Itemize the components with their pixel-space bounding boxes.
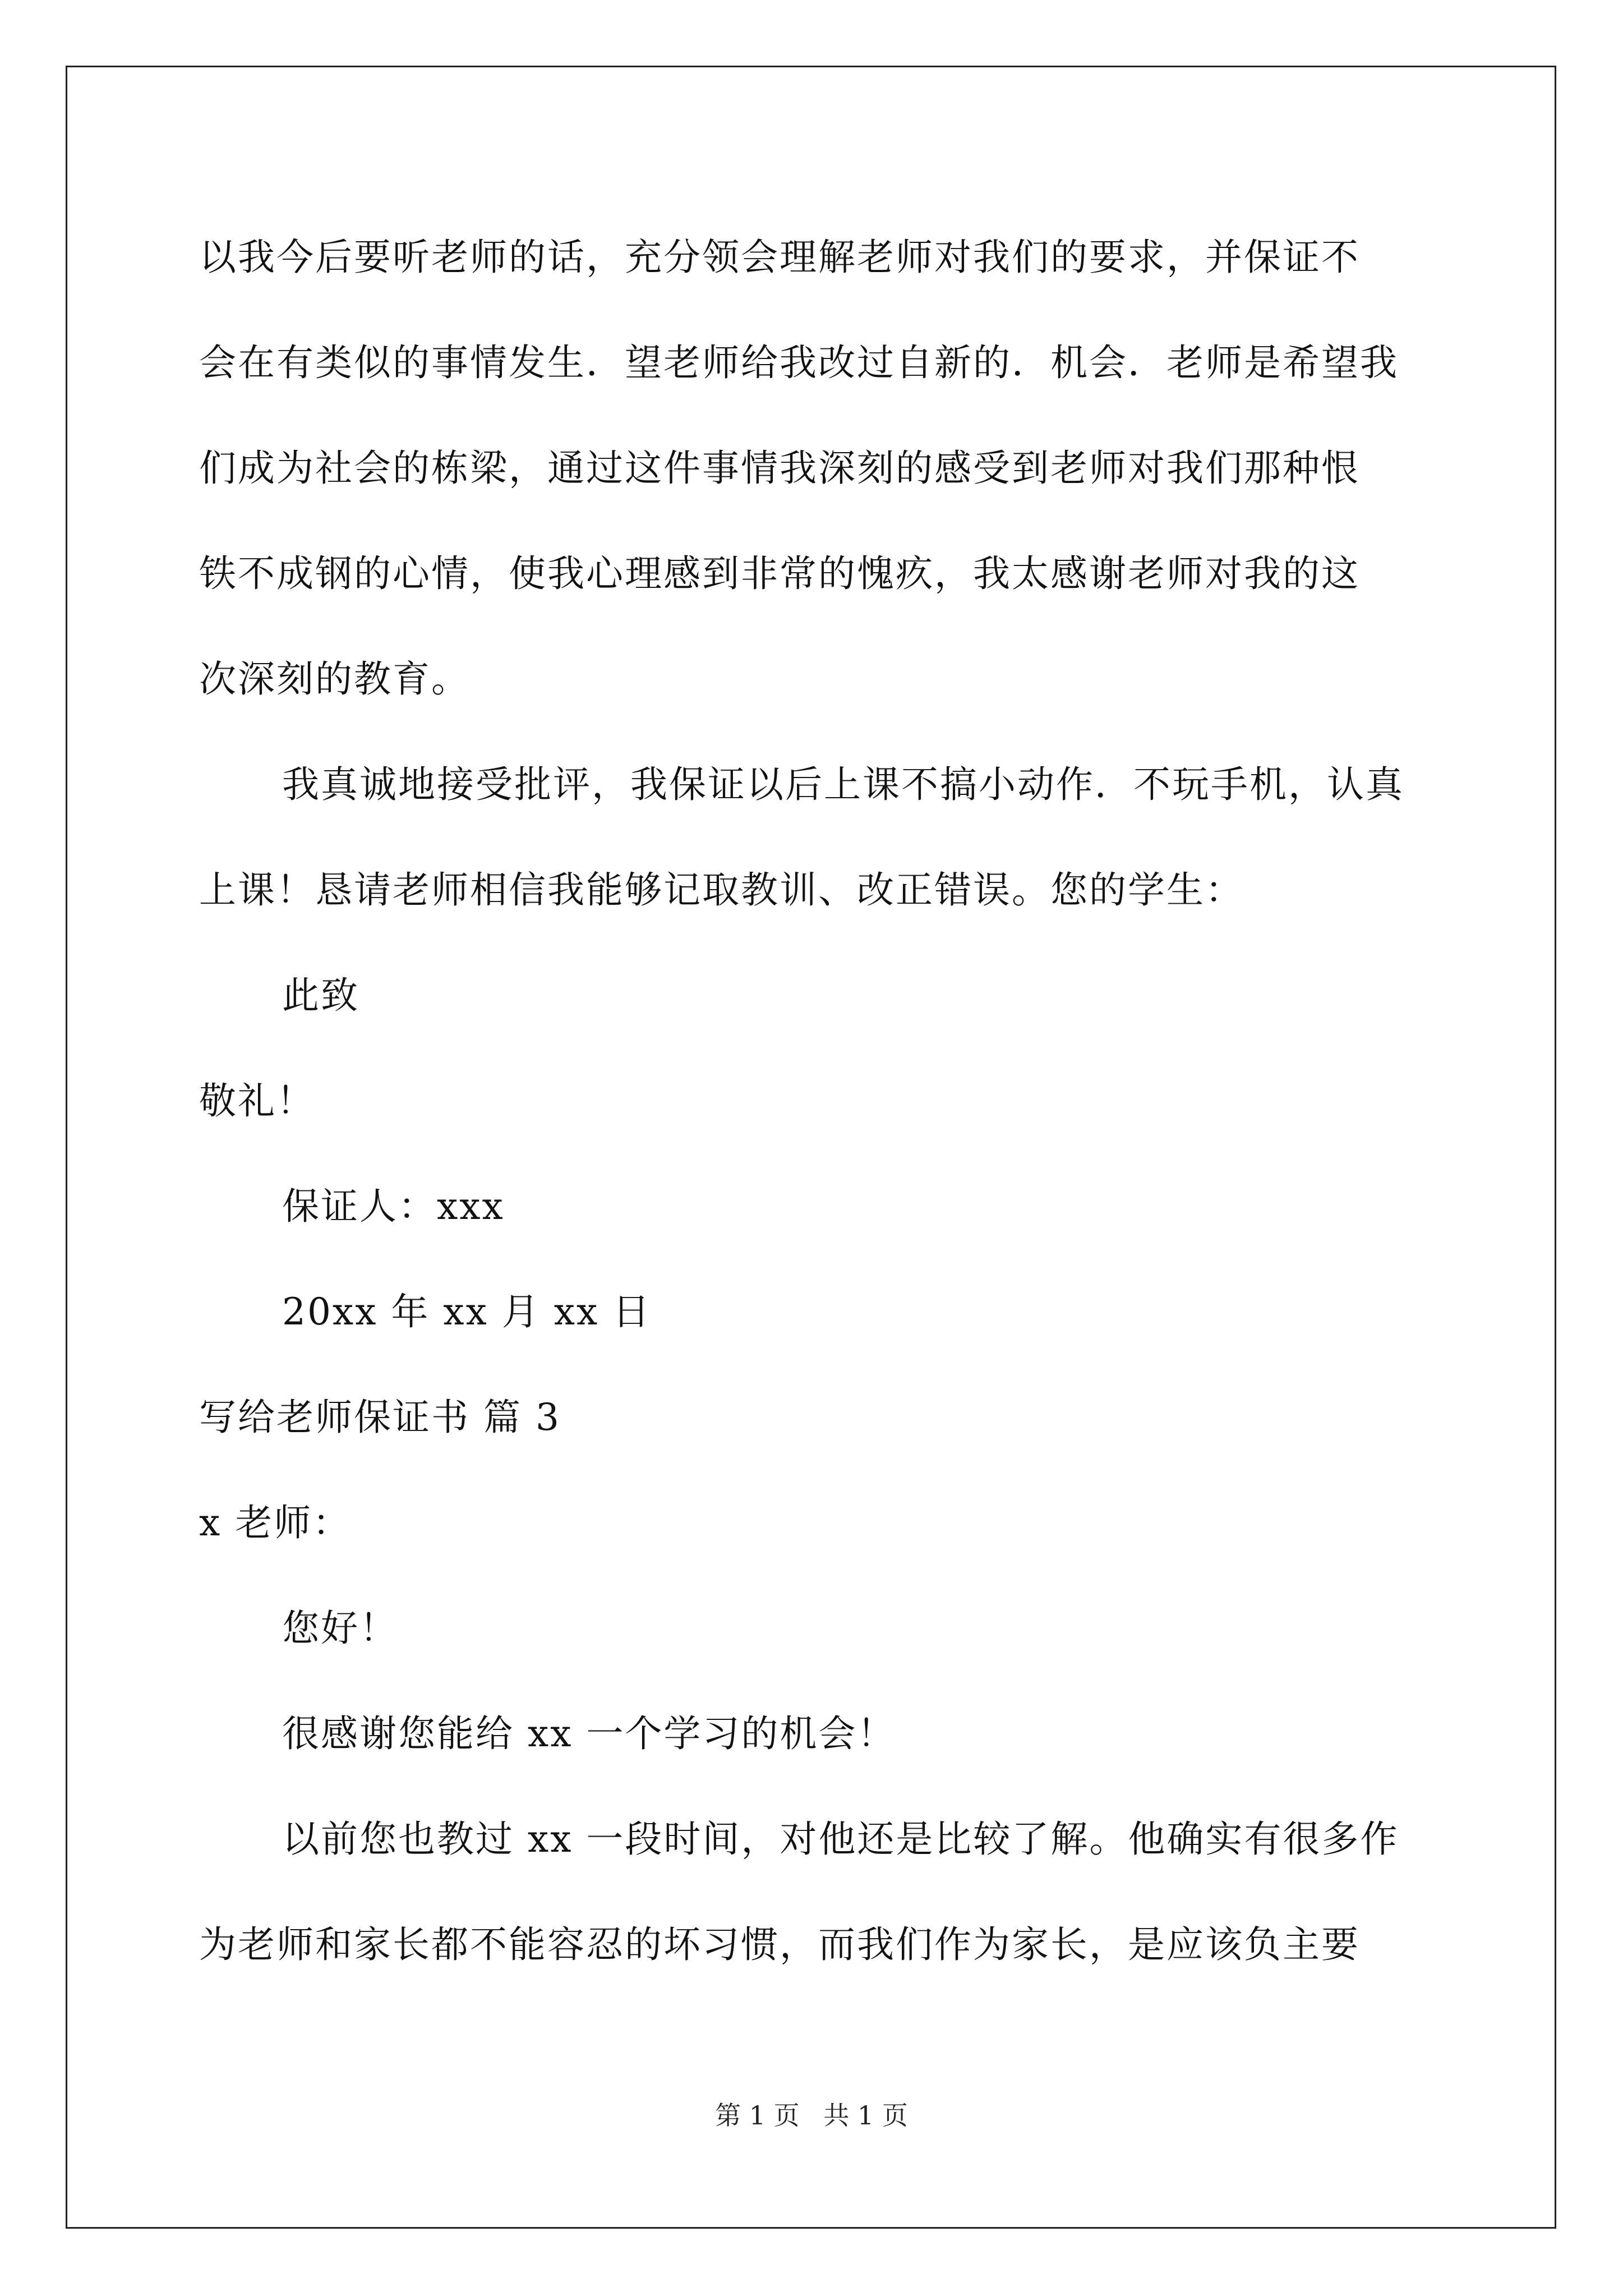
text-line: 次深刻的教育。 <box>199 657 470 701</box>
document-body <box>199 205 1433 1998</box>
text-line: 以我今后要听老师的话，充分领会理解老师对我们的要求，并保证不 <box>199 236 1360 279</box>
text-line: 会在有类似的事情发生．望老师给我改过自新的．机会．老师是希望我 <box>199 341 1399 384</box>
section-heading: 写给老师保证书 篇 3 <box>199 1396 561 1439</box>
page-total: 共 1 页 <box>823 2100 908 2131</box>
text-line: 我真诚地接受批评，我保证以后上课不搞小动作．不玩手机，认真 <box>282 763 1404 806</box>
greeting: 您好！ <box>282 1607 398 1650</box>
page-number: 第 1 页 <box>715 2100 800 2131</box>
text-line: 上课！恳请老师相信我能够记取教训、改正错误。您的学生： <box>199 868 1244 912</box>
text-line: 铁不成钢的心情，使我心理感到非常的愧疚，我太感谢老师对我的这 <box>199 552 1360 595</box>
text-line: 以前您也教过 xx 一段时间，对他还是比较了解。他确实有很多作 <box>282 1818 1399 1861</box>
salutation-regards: 敬礼！ <box>199 1079 315 1122</box>
letter-recipient: x 老师： <box>199 1501 352 1544</box>
text-line: 为老师和家长都不能容忍的坏习惯，而我们作为家长，是应该负主要 <box>199 1923 1360 1966</box>
page-footer <box>0 2095 1623 2132</box>
text-line: 们成为社会的栋梁，通过这件事情我深刻的感受到老师对我们那种恨 <box>199 447 1360 490</box>
text-line: 很感谢您能给 xx 一个学习的机会！ <box>282 1712 896 1755</box>
date-line: 20xx 年 xx 月 xx 日 <box>282 1290 652 1333</box>
signatory: 保证人：xxx <box>282 1185 505 1228</box>
salutation-closing: 此致 <box>282 974 359 1017</box>
